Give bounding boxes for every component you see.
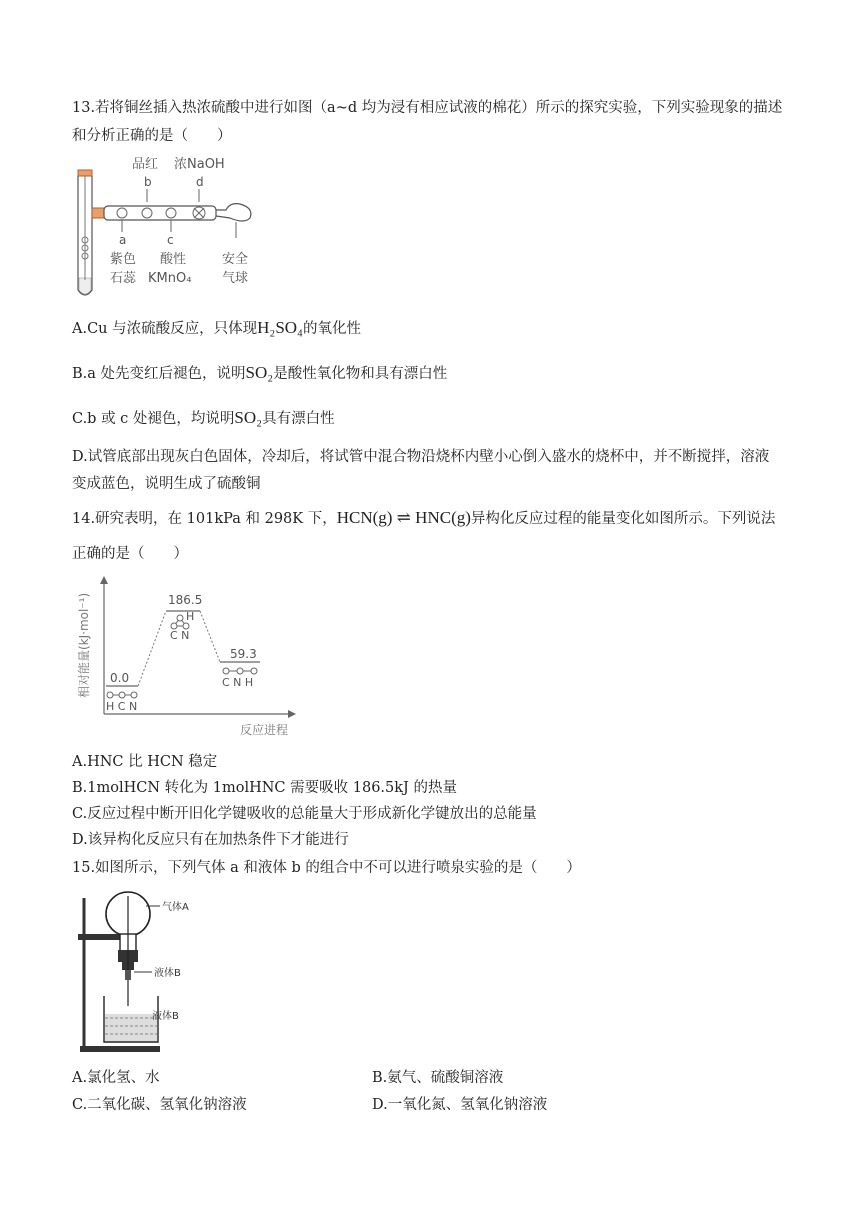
q15-option-a: A.氯化氢、水 [72, 1070, 160, 1086]
q13-option-b: B.a 处先变红后褪色，说明SO₂是酸性氧化物和具有漂白性 [72, 363, 448, 382]
level-value-2: 59.3 [230, 647, 257, 661]
q15-option-b: B.氨气、硫酸铜溶液 [372, 1070, 504, 1086]
q13-option-d-line1: D.试管底部出现灰白色固体，冷却后，将试管中混合物沿烧杯内壁小心倒入盛水的烧杯中，并不断搅拌，溶液 [72, 449, 770, 465]
chem-h2so4: H₂SO₄ [257, 318, 303, 337]
fig-label-a-1: 紫色 [110, 252, 137, 267]
fig-label-balloon-1: 安全 [222, 252, 249, 267]
level-value-1: 186.5 [168, 593, 203, 607]
q13-apparatus-figure [70, 150, 270, 300]
fig-label-d-top: 浓NaOH [174, 157, 225, 172]
x-axis-label: 反应进程 [240, 723, 289, 737]
fig-label-b-top: 品红 [132, 157, 159, 172]
q14-option-a: A.HNC 比 HCN 稳定 [72, 754, 218, 770]
q13-option-d-line2: 变成蓝色，说明生成了硫酸铜 [72, 476, 261, 492]
y-axis-label: 相对能量(kJ·mol⁻¹) [77, 592, 91, 698]
q15-fountain-apparatus [72, 886, 232, 1058]
label-gas-a: 气体A [162, 902, 189, 913]
molecule-label-ts-h: H [186, 610, 195, 623]
fig-label-c-1: 酸性 [160, 252, 187, 267]
fig-letter-c: c [167, 233, 174, 247]
q14-option-b: B.1molHCN 转化为 1molHNC 需要吸收 186.5kJ 的热量 [72, 780, 457, 796]
q15-option-d: D.一氧化氮、氢氧化钠溶液 [372, 1097, 548, 1113]
q14-option-d: D.该异构化反应只有在加热条件下才能进行 [72, 832, 349, 848]
chem-so2: SO₂ [245, 363, 274, 382]
label-liquid-b-2: 液体B [152, 1011, 179, 1022]
q15-stem: 15.如图所示，下列气体 a 和液体 b 的组合中不可以进行喷泉实验的是（ ） [72, 860, 581, 876]
fig-letter-d: d [196, 175, 204, 189]
q14-option-c: C.反应过程中断开旧化学键吸收的总能量大于形成新化学键放出的总能量 [72, 806, 537, 822]
chem-so2: SO₂ [234, 408, 263, 427]
label-liquid-b-1: 液体B [154, 968, 181, 979]
molecule-label-hnc: C N H [222, 676, 254, 689]
q14-stem-line2: 正确的是（ ） [72, 546, 188, 562]
fig-letter-a: a [119, 233, 127, 247]
molecule-label-hcn: H C N [106, 700, 138, 713]
fig-label-a-2: 石蕊 [110, 271, 137, 286]
molecule-label-ts: C N [170, 629, 190, 642]
q15-option-c: C.二氧化碳、氢氧化钠溶液 [72, 1097, 247, 1113]
level-value-0: 0.0 [110, 671, 130, 685]
reaction-equation: HCN(g) ⇌ HNC(g) [336, 508, 471, 527]
q13-option-c: C.b 或 c 处褪色，均说明SO₂具有漂白性 [72, 408, 335, 427]
q13-stem-line2: 和分析正确的是（ ） [72, 128, 232, 144]
fig-label-balloon-2: 气球 [222, 271, 249, 286]
q13-stem-line1: 13.若将铜丝插入热浓硫酸中进行如图（a~d 均为浸有相应试液的棉花）所示的探究实验，下列实验现象的描述 [72, 100, 783, 116]
q14-stem-line1: 14.研究表明，在 101kPa 和 298K 下，HCN(g) ⇌ HNC(g)异构化反应过程的能量变化如图所示。下列说法 [72, 508, 776, 527]
fig-letter-b: b [144, 175, 152, 189]
fig-label-c-2: KMnO₄ [148, 271, 192, 286]
q14-energy-diagram [70, 574, 310, 744]
q13-option-a: A.Cu 与浓硫酸反应，只体现H₂SO₄的氧化性 [72, 318, 361, 337]
